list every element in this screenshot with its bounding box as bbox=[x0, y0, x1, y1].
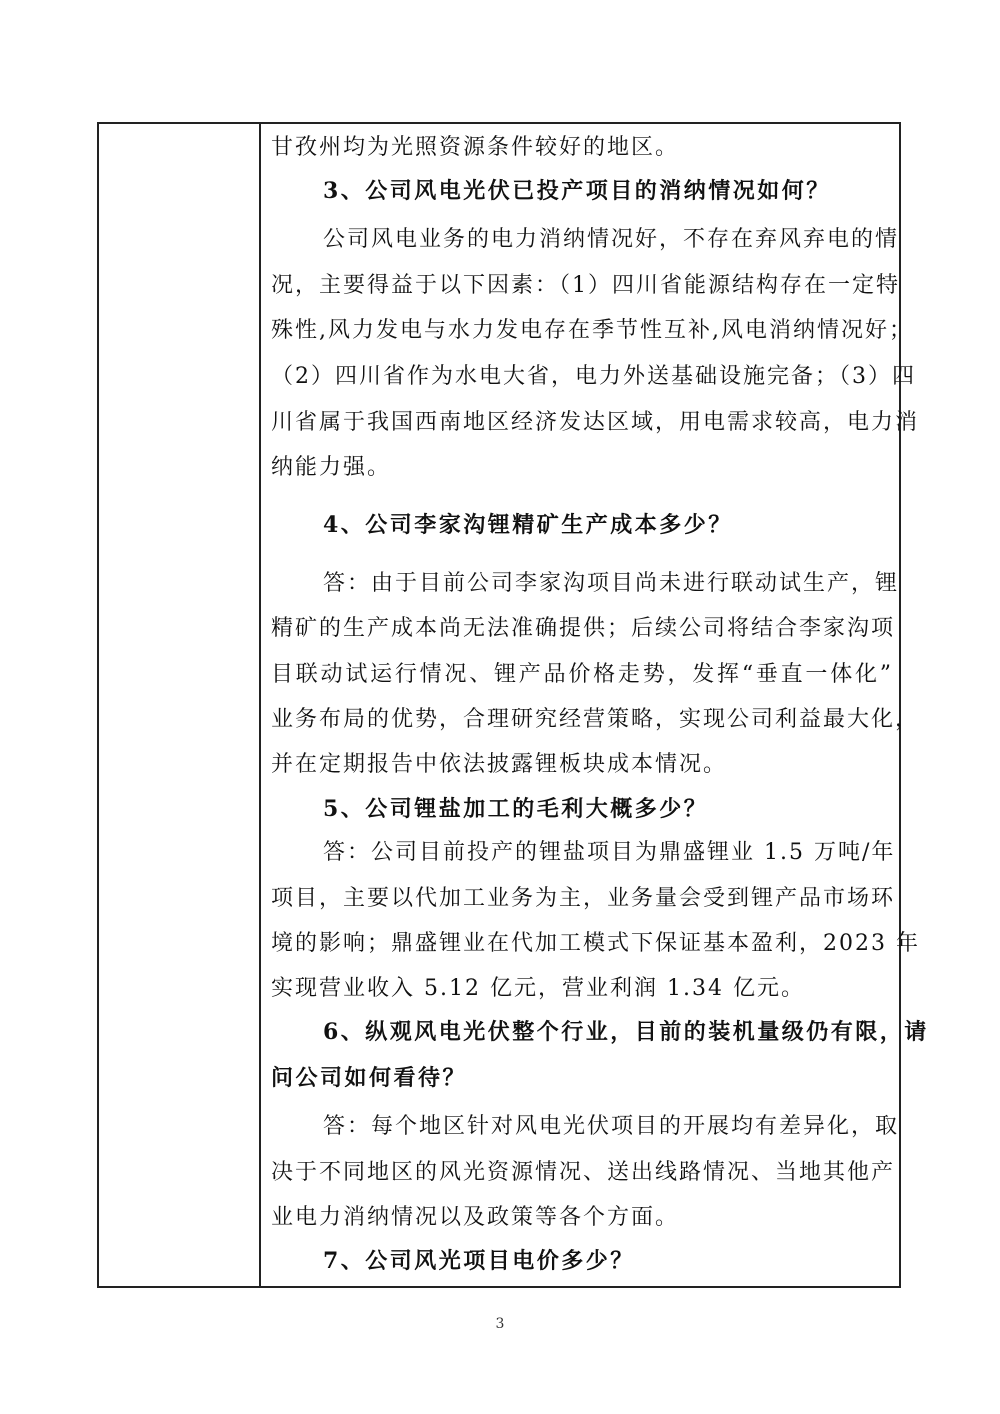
body-line: 项目，主要以代加工业务为主，业务量会受到锂产品市场环 bbox=[271, 886, 896, 911]
question-heading: 7、公司风光项目电价多少？ bbox=[323, 1248, 635, 1274]
body-line: 实现营业收入 5.12 亿元，营业利润 1.34 亿元。 bbox=[271, 976, 805, 1001]
left-column-empty-cell bbox=[99, 124, 261, 1286]
body-line: 甘孜州均为光照资源条件较好的地区。 bbox=[271, 135, 680, 160]
body-line: 殊性,风力发电与水力发电存在季节性互补,风电消纳情况好； bbox=[271, 318, 913, 343]
body-line: 答：公司目前投产的锂盐项目为鼎盛锂业 1.5 万吨/年 bbox=[323, 840, 896, 865]
body-line: 业务布局的优势，合理研究经营策略，实现公司利益最大化， bbox=[271, 707, 920, 732]
body-line: 决于不同地区的风光资源情况、送出线路情况、当地其他产 bbox=[271, 1160, 896, 1185]
body-line: 并在定期报告中依法披露锂板块成本情况。 bbox=[271, 752, 728, 777]
body-line: 川省属于我国西南地区经济发达区域，用电需求较高，电力消 bbox=[271, 410, 920, 435]
body-line: 纳能力强。 bbox=[271, 455, 392, 480]
body-line: 业电力消纳情况以及政策等各个方面。 bbox=[271, 1205, 680, 1230]
question-heading: 5、公司锂盐加工的毛利大概多少？ bbox=[323, 796, 709, 822]
body-line: 况，主要得益于以下因素：（1）四川省能源结构存在一定特 bbox=[271, 273, 900, 298]
body-line: 境的影响；鼎盛锂业在代加工模式下保证基本盈利，2023 年 bbox=[271, 931, 920, 956]
question-heading: 4、公司李家沟锂精矿生产成本多少？ bbox=[323, 512, 733, 538]
body-line: 公司风电业务的电力消纳情况好，不存在弃风弃电的情 bbox=[323, 227, 900, 252]
page-number: 3 bbox=[495, 1316, 505, 1332]
right-column-content-cell bbox=[261, 124, 929, 1286]
body-line: （2）四川省作为水电大省，电力外送基础设施完备；（3）四 bbox=[271, 364, 916, 389]
body-line: 目联动试运行情况、锂产品价格走势，发挥“垂直一体化” bbox=[271, 662, 893, 687]
body-line: 精矿的生产成本尚无法准确提供；后续公司将结合李家沟项 bbox=[271, 616, 896, 641]
body-line: 答：由于目前公司李家沟项目尚未进行联动试生产，锂 bbox=[323, 571, 900, 596]
question-heading-continued: 问公司如何看待？ bbox=[271, 1065, 468, 1091]
body-line: 答：每个地区针对风电光伏项目的开展均有差异化，取 bbox=[323, 1114, 900, 1139]
question-heading: 6、纵观风电光伏整个行业，目前的装机量级仍有限，请 bbox=[323, 1019, 929, 1045]
table-frame bbox=[97, 122, 929, 1288]
question-heading: 3、公司风电光伏已投产项目的消纳情况如何？ bbox=[323, 178, 831, 204]
